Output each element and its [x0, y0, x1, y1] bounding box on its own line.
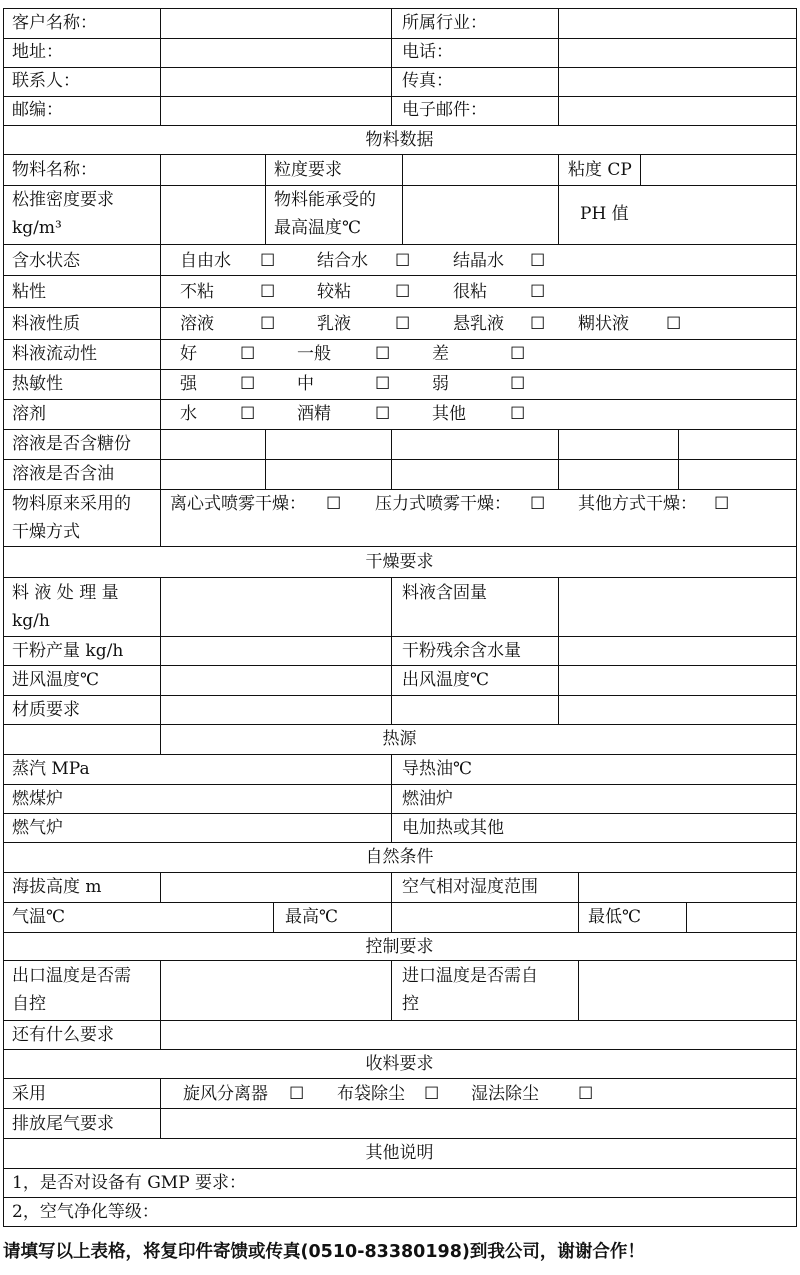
- table-rule: [265, 429, 266, 490]
- option-wet-dust: 湿法除尘: [471, 1084, 539, 1104]
- label-gmp: 1，是否对设备有 GMP 要求：: [12, 1173, 247, 1193]
- table-rule: [391, 8, 392, 126]
- option-solvent-0: 水: [180, 404, 197, 424]
- table-rule: [578, 872, 579, 933]
- table-rule: [558, 429, 559, 490]
- table-rule: [3, 1197, 797, 1198]
- checkbox-heat_sensitivity-2[interactable]: ☐: [510, 374, 526, 394]
- checkbox-liquid_nature-1[interactable]: ☐: [395, 314, 411, 334]
- section-collect: 收料要求: [365, 1054, 434, 1074]
- table-rule: [160, 872, 161, 903]
- checkbox-solvent-0[interactable]: ☐: [240, 404, 256, 424]
- label-throughput-unit: kg/h: [12, 611, 50, 631]
- option-fluidity-2: 差: [432, 344, 449, 364]
- table-rule: [3, 902, 797, 903]
- label-outlet-control-2: 自控: [12, 994, 46, 1014]
- table-rule: [3, 1020, 797, 1021]
- table-rule: [391, 960, 392, 1021]
- table-rule: [3, 1226, 797, 1227]
- label-solids: 料液含固量: [402, 583, 487, 603]
- table-rule: [796, 8, 797, 1227]
- table-rule: [3, 8, 4, 1227]
- label-liquid_nature: 料液性质: [12, 314, 80, 334]
- label-coal: 燃煤炉: [12, 789, 63, 809]
- option-solvent-2: 其他: [432, 404, 466, 424]
- label-gas: 燃气炉: [12, 818, 63, 838]
- label-viscosity: 粘度 CP: [568, 160, 632, 180]
- checkbox-liquid_nature-0[interactable]: ☐: [260, 314, 276, 334]
- table-rule: [3, 813, 797, 814]
- section-heat: 热源: [382, 729, 417, 749]
- checkbox-stickiness-2[interactable]: ☐: [530, 282, 546, 302]
- label-humidity: 空气相对湿度范围: [402, 877, 538, 897]
- table-rule: [391, 429, 392, 490]
- table-rule: [558, 577, 559, 725]
- table-rule: [578, 960, 579, 1021]
- table-rule: [3, 1138, 797, 1139]
- label-density-unit: kg/m³: [12, 218, 62, 238]
- table-rule: [3, 665, 797, 666]
- label-contact: 联系人：: [12, 71, 80, 91]
- table-rule: [678, 429, 679, 490]
- label-altitude: 海拔高度 m: [12, 877, 102, 897]
- option-centrifugal: 离心式喷雾干燥：: [170, 494, 306, 514]
- footer-note: 请填写以上表格，将复印件寄馈或传真(0510-83380198)到我公司，谢谢合作！: [3, 1242, 645, 1262]
- table-rule: [3, 96, 797, 97]
- label-other-requirements: 还有什么要求: [12, 1025, 114, 1045]
- table-rule: [391, 577, 392, 725]
- table-rule: [3, 724, 797, 725]
- table-rule: [3, 1168, 797, 1169]
- option-bag-filter: 布袋除尘: [337, 1084, 405, 1104]
- label-postcode: 邮编：: [12, 100, 63, 120]
- label-material-name: 物料名称：: [12, 160, 97, 180]
- option-fluidity-0: 好: [180, 344, 197, 364]
- table-rule: [3, 275, 797, 276]
- label-fluidity: 料液流动性: [12, 344, 97, 364]
- label-electric: 电加热或其他: [402, 818, 504, 838]
- table-rule: [3, 960, 797, 961]
- label-ph: PH 值: [580, 204, 629, 224]
- table-rule: [3, 244, 797, 245]
- option-water_state-2: 结晶水: [453, 251, 504, 271]
- label-outlet-control: 出口温度是否需: [12, 966, 131, 986]
- option-heat_sensitivity-0: 强: [180, 374, 197, 394]
- checkbox-other-dry[interactable]: ☐: [714, 494, 730, 514]
- table-rule: [3, 1108, 797, 1109]
- label-oil-furnace: 燃油炉: [402, 789, 453, 809]
- label-outlet-temp: 出风温度℃: [402, 670, 490, 690]
- checkbox-bag-filter[interactable]: ☐: [424, 1084, 440, 1104]
- table-rule: [3, 8, 797, 9]
- table-rule: [3, 695, 797, 696]
- label-inlet-temp: 进风温度℃: [12, 670, 100, 690]
- label-adopt: 采用: [12, 1084, 46, 1104]
- checkbox-heat_sensitivity-0[interactable]: ☐: [240, 374, 256, 394]
- table-rule: [3, 1049, 797, 1050]
- table-rule: [160, 1078, 161, 1139]
- table-rule: [3, 546, 797, 547]
- label-industry: 所属行业：: [402, 13, 487, 33]
- section-natural: 自然条件: [365, 847, 434, 867]
- label-original-method: 物料原来采用的: [12, 494, 131, 514]
- table-rule: [3, 399, 797, 400]
- table-rule: [160, 154, 161, 245]
- checkbox-fluidity-2[interactable]: ☐: [510, 344, 526, 364]
- checkbox-solvent-1[interactable]: ☐: [375, 404, 391, 424]
- table-rule: [3, 185, 797, 186]
- table-rule: [3, 754, 797, 755]
- label-solvent: 溶剂: [12, 404, 46, 424]
- option-liquid_nature-2: 悬乳液: [453, 314, 504, 334]
- option-pressure: 压力式喷雾干燥：: [375, 494, 511, 514]
- label-heat_sensitivity: 热敏性: [12, 374, 63, 394]
- option-water_state-0: 自由水: [180, 251, 231, 271]
- table-rule: [160, 8, 161, 126]
- checkbox-stickiness-1[interactable]: ☐: [395, 282, 411, 302]
- label-thermal-oil: 导热油℃: [402, 759, 473, 779]
- option-cyclone: 旋风分离器: [183, 1084, 268, 1104]
- checkbox-centrifugal[interactable]: ☐: [326, 494, 342, 514]
- table-rule: [265, 154, 266, 245]
- label-stickiness: 粘性: [12, 282, 46, 302]
- label-original-method-2: 干燥方式: [12, 522, 80, 542]
- table-rule: [3, 154, 797, 155]
- table-rule: [3, 125, 797, 126]
- table-rule: [3, 636, 797, 637]
- label-email: 电子邮件：: [402, 100, 487, 120]
- table-rule: [160, 244, 161, 547]
- section-drying: 干燥要求: [365, 552, 434, 572]
- option-stickiness-2: 很粘: [453, 282, 487, 302]
- option-heat_sensitivity-1: 中: [297, 374, 314, 394]
- label-customer-name: 客户名称：: [12, 13, 97, 33]
- section-other: 其他说明: [365, 1143, 434, 1163]
- table-rule: [273, 902, 274, 933]
- option-liquid_nature-1: 乳液: [317, 314, 351, 334]
- checkbox-liquid_nature-2[interactable]: ☐: [530, 314, 546, 334]
- label-address: 地址：: [12, 42, 63, 62]
- table-rule: [3, 577, 797, 578]
- table-rule: [3, 38, 797, 39]
- label-max-temp-2: 最高温度℃: [274, 218, 362, 238]
- checkbox-water_state-1[interactable]: ☐: [395, 251, 411, 271]
- label-powder-output: 干粉产量 kg/h: [12, 641, 124, 661]
- label-sugar: 溶液是否含糖份: [12, 434, 131, 454]
- label-air-temp: 气温℃: [12, 907, 66, 927]
- label-min-temp: 最低℃: [588, 907, 642, 927]
- label-inlet-control: 进口温度是否需自: [402, 966, 538, 986]
- table-rule: [391, 754, 392, 843]
- table-rule: [558, 8, 559, 126]
- label-residual-moisture: 干粉残余含水量: [402, 641, 521, 661]
- checkbox-wet-dust[interactable]: ☐: [578, 1084, 594, 1104]
- section-material: 物料数据: [365, 130, 434, 150]
- table-rule: [3, 842, 797, 843]
- table-rule: [3, 339, 797, 340]
- table-rule: [686, 902, 687, 933]
- checkbox-fluidity-1[interactable]: ☐: [375, 344, 391, 364]
- label-throughput: 料 液 处 理 量: [12, 583, 119, 603]
- label-water_state: 含水状态: [12, 251, 80, 271]
- option-liquid_nature-3: 糊状液: [578, 314, 629, 334]
- checkbox-pressure[interactable]: ☐: [530, 494, 546, 514]
- checkbox-cyclone[interactable]: ☐: [289, 1084, 305, 1104]
- option-heat_sensitivity-2: 弱: [432, 374, 449, 394]
- label-density: 松推密度要求: [12, 190, 114, 210]
- option-fluidity-1: 一般: [297, 344, 331, 364]
- table-rule: [640, 154, 641, 186]
- table-rule: [3, 932, 797, 933]
- label-granularity: 粒度要求: [274, 160, 342, 180]
- label-phone: 电话：: [402, 42, 453, 62]
- section-control: 控制要求: [365, 937, 434, 957]
- option-solvent-1: 酒精: [297, 404, 331, 424]
- table-rule: [3, 67, 797, 68]
- table-rule: [402, 154, 403, 245]
- checkbox-stickiness-0[interactable]: ☐: [260, 282, 276, 302]
- table-rule: [3, 872, 797, 873]
- label-oil: 溶液是否含油: [12, 464, 114, 484]
- option-stickiness-1: 较粘: [317, 282, 351, 302]
- label-fax: 传真：: [402, 71, 453, 91]
- option-liquid_nature-0: 溶液: [180, 314, 214, 334]
- checkbox-water_state-2[interactable]: ☐: [530, 251, 546, 271]
- option-other-dry: 其他方式干燥：: [578, 494, 697, 514]
- label-material-req: 材质要求: [12, 700, 80, 720]
- table-rule: [3, 369, 797, 370]
- table-rule: [3, 307, 797, 308]
- checkbox-liquid_nature-3[interactable]: ☐: [666, 314, 682, 334]
- table-rule: [3, 1078, 797, 1079]
- checkbox-solvent-2[interactable]: ☐: [510, 404, 526, 424]
- label-steam: 蒸汽 MPa: [12, 759, 90, 779]
- label-max-temp: 最高℃: [285, 907, 339, 927]
- checkbox-heat_sensitivity-1[interactable]: ☐: [375, 374, 391, 394]
- table-rule: [3, 784, 797, 785]
- checkbox-water_state-0[interactable]: ☐: [260, 251, 276, 271]
- checkbox-fluidity-0[interactable]: ☐: [240, 344, 256, 364]
- table-rule: [558, 154, 559, 245]
- option-stickiness-0: 不粘: [180, 282, 214, 302]
- label-max-temp: 物料能承受的: [274, 190, 376, 210]
- label-inlet-control-2: 控: [402, 994, 419, 1014]
- label-air-clean: 2，空气净化等级：: [12, 1202, 159, 1222]
- table-rule: [391, 872, 392, 933]
- option-water_state-1: 结合水: [317, 251, 368, 271]
- label-exhaust: 排放尾气要求: [12, 1114, 114, 1134]
- table-rule: [160, 960, 161, 1050]
